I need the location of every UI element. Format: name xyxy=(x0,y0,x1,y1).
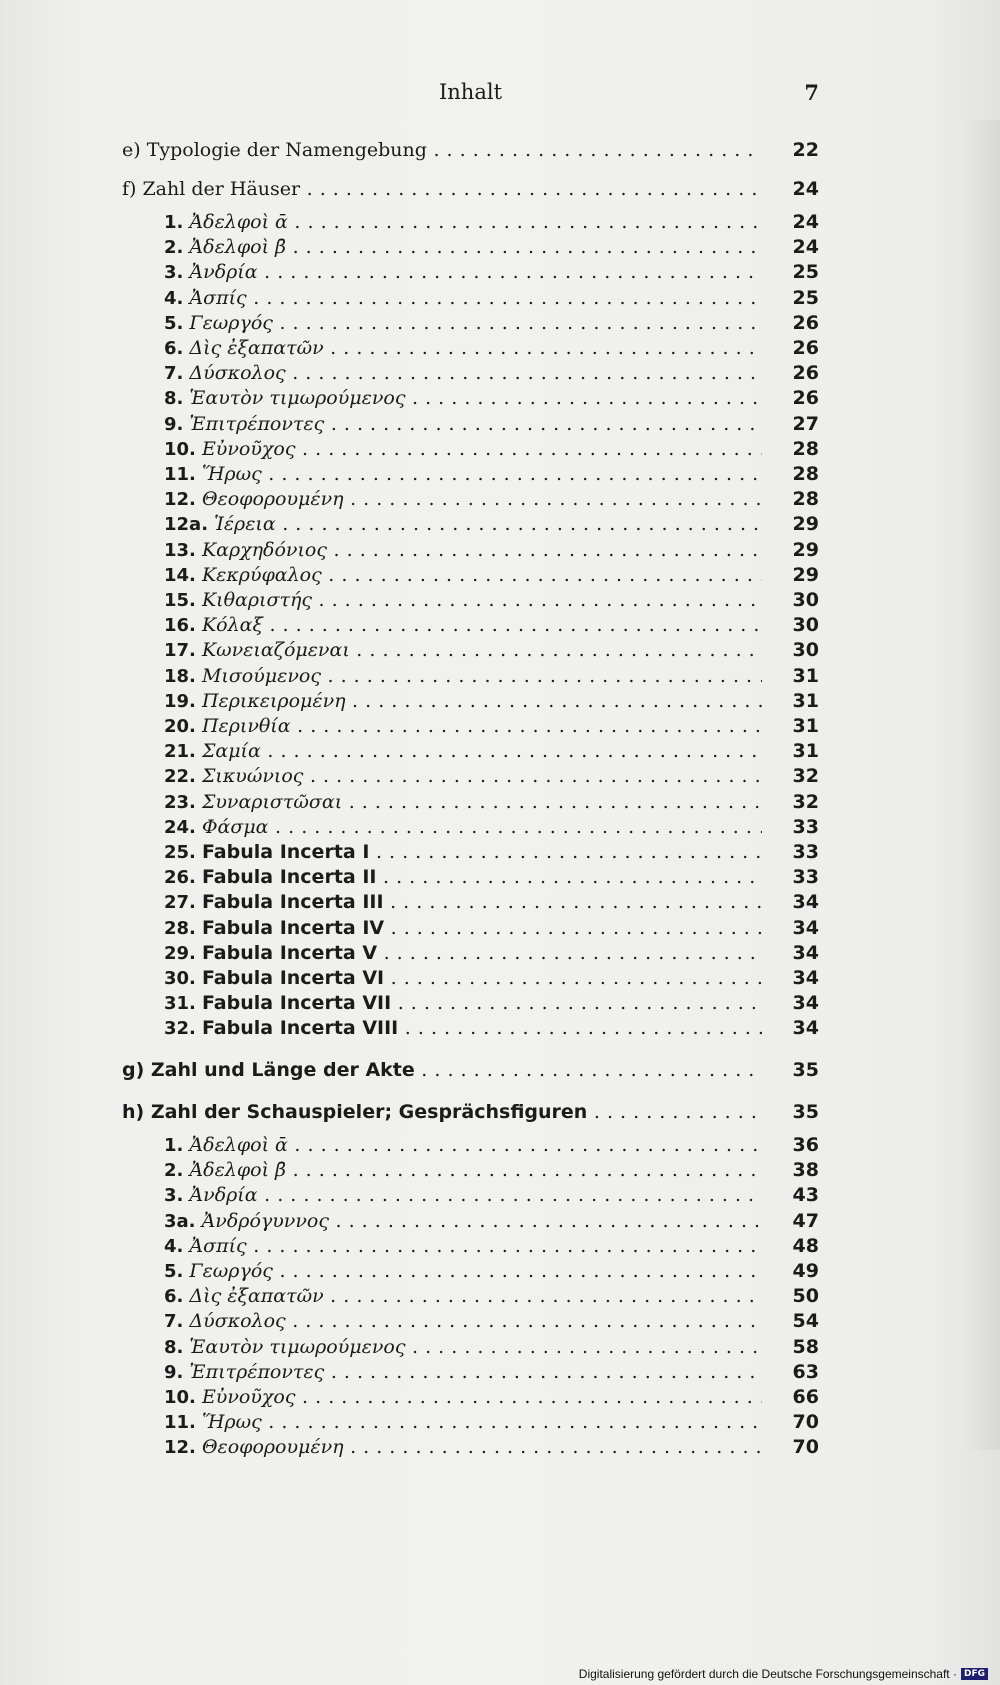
page-reference: 28 xyxy=(792,488,819,511)
toc-entry xyxy=(0,336,1000,361)
toc-entry xyxy=(0,235,1000,260)
toc-entry xyxy=(0,865,1000,890)
page-reference: 30 xyxy=(792,614,819,637)
toc-entry xyxy=(0,714,1000,739)
toc-entry-label xyxy=(164,941,762,966)
toc-entry xyxy=(0,764,1000,789)
toc-entry-label xyxy=(164,991,762,1016)
page-reference: 63 xyxy=(792,1360,819,1383)
entry-number: 16. xyxy=(164,615,196,637)
entry-number: 24. xyxy=(164,816,196,838)
toc-entry xyxy=(0,1209,1000,1234)
toc-entry xyxy=(0,1335,1000,1360)
page-reference: 34 xyxy=(792,967,819,989)
page-reference: 25 xyxy=(792,286,819,309)
entry-title: Περικειρομένη xyxy=(201,689,346,712)
page-reference: 66 xyxy=(792,1386,819,1408)
header-page-number: 7 xyxy=(804,80,819,105)
entry-number: 7. xyxy=(164,1311,184,1333)
toc-entry xyxy=(0,840,1000,865)
entry-title: Fabula Incerta V xyxy=(201,941,378,964)
entry-number: 21. xyxy=(164,741,196,763)
entry-title: Ἀδελφοὶ ᾱ xyxy=(189,1134,288,1156)
entry-title: Δὶς ἐξαπατῶν xyxy=(189,1285,324,1308)
entry-number: 3a. xyxy=(164,1210,196,1232)
page-reference: 26 xyxy=(792,337,819,359)
entry-number: 2. xyxy=(164,1160,184,1182)
toc-entry-label xyxy=(164,235,762,260)
toc-entry xyxy=(0,916,1000,941)
entry-number: 4. xyxy=(164,287,184,309)
toc-entry-label xyxy=(164,361,762,386)
entry-title: Ἐπιτρέποντες xyxy=(189,412,325,435)
toc-entry-label xyxy=(164,563,762,588)
entry-number: 22. xyxy=(164,766,196,788)
page-reference: 29 xyxy=(792,563,819,586)
entry-title: Fabula Incerta VIII xyxy=(201,1017,399,1040)
toc-entry xyxy=(0,1410,1000,1435)
toc-entry xyxy=(0,966,1000,991)
toc-entry-label xyxy=(164,1209,762,1234)
page-reference: 33 xyxy=(792,815,819,838)
entry-title: Ἐπιτρέποντες xyxy=(189,1360,325,1383)
entry-title: Μισούμενος xyxy=(201,664,321,687)
dfg-logo-icon: DFG xyxy=(961,1668,988,1680)
entry-title: Θεοφορουμένη xyxy=(201,1436,344,1459)
toc-entry-label xyxy=(164,865,762,890)
page-reference: 32 xyxy=(792,790,819,813)
header-title: Inhalt xyxy=(438,80,503,104)
page-reference: 70 xyxy=(792,1436,819,1459)
toc-entry-label xyxy=(164,840,762,865)
page-reference: 38 xyxy=(792,1159,819,1182)
digitization-footer xyxy=(579,1667,988,1681)
toc-entry-label xyxy=(164,1234,762,1259)
entry-title: Ἀσπίς xyxy=(189,286,247,309)
toc-entry-label xyxy=(164,1259,762,1284)
toc-entry-label xyxy=(122,1058,762,1083)
page-reference: 47 xyxy=(792,1209,819,1232)
page-reference: 48 xyxy=(792,1234,819,1257)
section-title: h) Zahl der Schauspieler; Gesprächsfiguren xyxy=(122,1101,588,1123)
entry-title: Σικυώνιος xyxy=(201,765,304,788)
toc-entry-label xyxy=(164,311,762,336)
entry-number: 14. xyxy=(164,564,196,586)
entry-number: 9. xyxy=(164,1361,184,1383)
entry-title: Καρχηδόνιος xyxy=(201,538,327,561)
entry-number: 15. xyxy=(164,590,196,611)
page-reference: 33 xyxy=(792,866,819,889)
entry-title: Fabula Incerta III xyxy=(201,891,384,914)
entry-number: 18. xyxy=(164,665,196,687)
entry-title: Περινθία xyxy=(201,715,291,737)
entry-title: Ἑαυτὸν τιμωρούμενος xyxy=(189,1335,406,1358)
toc-entry-label xyxy=(164,588,762,613)
toc-entry-label xyxy=(164,714,762,739)
entry-number: 25. xyxy=(164,842,196,863)
toc-entry xyxy=(0,1309,1000,1334)
entry-title: Δύσκολος xyxy=(189,362,286,385)
entry-title: Ἑαυτὸν τιμωρούμενος xyxy=(189,387,406,410)
toc-entry xyxy=(0,1385,1000,1410)
toc-entry xyxy=(0,386,1000,411)
entry-number: 32. xyxy=(164,1018,196,1040)
page-reference: 34 xyxy=(792,1017,819,1040)
entry-number: 10. xyxy=(164,1387,196,1408)
entry-number: 12. xyxy=(164,1437,196,1459)
entry-number: 30. xyxy=(164,968,196,989)
entry-title: Fabula Incerta IV xyxy=(201,916,385,939)
entry-title: Φάσμα xyxy=(201,815,269,838)
toc-entry xyxy=(0,361,1000,386)
entry-number: 4. xyxy=(164,1235,184,1257)
toc-entry-label xyxy=(164,890,762,915)
toc-entry xyxy=(0,588,1000,613)
page-reference: 34 xyxy=(792,992,819,1015)
toc-entry-label xyxy=(164,1016,762,1041)
toc-entry-label xyxy=(164,437,762,462)
entry-title: Γεωργός xyxy=(189,1260,273,1282)
toc-entry xyxy=(0,210,1000,235)
toc-entry-label xyxy=(164,462,762,487)
page-reference: 54 xyxy=(792,1310,819,1333)
entry-number: 2. xyxy=(164,237,184,259)
toc-entry xyxy=(0,462,1000,487)
entry-title: Ἀδελφοὶ β̄ xyxy=(189,1159,287,1182)
toc-entry-label xyxy=(164,1133,762,1158)
toc-entry-label xyxy=(164,1309,762,1334)
page-reference: 29 xyxy=(792,513,819,536)
toc-entry-label xyxy=(164,790,762,815)
entry-title: Fabula Incerta II xyxy=(201,866,377,889)
toc-entry-label xyxy=(164,739,762,764)
entry-number: 7. xyxy=(164,363,184,385)
entry-number: 10. xyxy=(164,438,196,460)
toc-section xyxy=(0,1058,1000,1083)
toc-entry xyxy=(0,487,1000,512)
toc-entry xyxy=(0,890,1000,915)
entry-number: 5. xyxy=(164,1261,184,1282)
toc-entry xyxy=(0,311,1000,336)
entry-number: 20. xyxy=(164,716,196,737)
section-title: f) Zahl der Häuser xyxy=(122,178,301,200)
toc-entry-label xyxy=(164,764,762,789)
toc-entry-label xyxy=(164,1158,762,1183)
footer-text: Digitalisierung gefördert durch die Deutsche Forschungsgemeinschaft · xyxy=(578,1667,957,1681)
entry-title: Fabula Incerta I xyxy=(201,841,370,863)
toc-entry-label xyxy=(164,966,762,991)
page-reference: 26 xyxy=(792,311,819,334)
entry-title: Ἀνδρία xyxy=(189,261,258,284)
page-reference: 31 xyxy=(792,740,819,763)
toc-entry xyxy=(0,538,1000,563)
section-title: g) Zahl und Länge der Akte xyxy=(122,1059,415,1081)
entry-number: 12a. xyxy=(164,514,209,536)
page-reference: 50 xyxy=(792,1285,819,1308)
entry-number: 6. xyxy=(164,1286,184,1308)
toc-entry-label xyxy=(164,1183,762,1208)
entry-title: Ἀδελφοὶ β̄ xyxy=(189,236,287,259)
entry-number: 19. xyxy=(164,690,196,712)
toc-entry-label xyxy=(164,689,762,714)
toc-entry xyxy=(0,664,1000,689)
page-reference: 28 xyxy=(792,463,819,485)
toc-entry xyxy=(0,638,1000,663)
toc-entry xyxy=(0,613,1000,638)
page-reference: 49 xyxy=(792,1260,819,1282)
toc-entry xyxy=(0,1435,1000,1460)
entry-number: 8. xyxy=(164,1336,184,1358)
page-reference: 31 xyxy=(792,664,819,687)
entry-title: Εὐνοῦχος xyxy=(201,437,296,460)
page-reference: 35 xyxy=(792,1059,819,1081)
toc-entry-label xyxy=(164,613,762,638)
page-reference: 28 xyxy=(792,437,819,460)
toc-entry xyxy=(0,563,1000,588)
entry-number: 1. xyxy=(164,212,184,233)
entry-title: Σαμία xyxy=(201,740,261,763)
entry-title: Ἀδελφοὶ ᾱ xyxy=(189,211,288,233)
toc-entry-label xyxy=(164,1385,762,1410)
entry-number: 6. xyxy=(164,338,184,359)
toc-entry-label xyxy=(164,487,762,512)
entry-title: Ἀνδρία xyxy=(189,1184,258,1207)
entry-title: Fabula Incerta VI xyxy=(201,967,385,989)
page-reference: 29 xyxy=(792,538,819,561)
toc-entry-label xyxy=(164,1435,762,1460)
toc-entry-label xyxy=(164,1410,762,1435)
toc-entry-label xyxy=(164,664,762,689)
toc-entry xyxy=(0,1158,1000,1183)
toc-entry-label xyxy=(164,815,762,840)
page-reference: 24 xyxy=(792,236,819,259)
entry-number: 9. xyxy=(164,413,184,435)
page-reference: 70 xyxy=(792,1411,819,1434)
entry-number: 5. xyxy=(164,312,184,334)
toc-entry-label xyxy=(164,638,762,663)
toc-section xyxy=(0,1100,1000,1125)
page-reference: 26 xyxy=(792,387,819,410)
entry-number: 8. xyxy=(164,388,184,410)
entry-number: 27. xyxy=(164,892,196,914)
page-reference: 26 xyxy=(792,362,819,385)
entry-title: Κιθαριστής xyxy=(201,589,312,611)
toc-entry xyxy=(0,512,1000,537)
toc-entry-label xyxy=(164,260,762,285)
page-reference: 58 xyxy=(792,1335,819,1358)
page-reference: 33 xyxy=(792,841,819,863)
entry-number: 1. xyxy=(164,1135,184,1156)
page-reference: 31 xyxy=(792,715,819,737)
page-reference: 22 xyxy=(792,139,819,161)
page-reference: 27 xyxy=(792,412,819,435)
page-reference: 25 xyxy=(792,261,819,284)
toc-entry-label xyxy=(122,177,762,202)
page-reference: 34 xyxy=(792,916,819,939)
entry-number: 12. xyxy=(164,489,196,511)
entry-title: Fabula Incerta VII xyxy=(201,992,392,1015)
toc-entry xyxy=(0,1016,1000,1041)
entry-title: Θεοφορουμένη xyxy=(201,488,344,511)
page-reference: 24 xyxy=(792,211,819,233)
entry-number: 31. xyxy=(164,993,196,1015)
toc-entry-label xyxy=(164,336,762,361)
toc-entry-label xyxy=(122,1100,762,1125)
toc-entry-label xyxy=(164,412,762,437)
toc-entry xyxy=(0,941,1000,966)
entry-number: 11. xyxy=(164,1412,196,1434)
toc-section xyxy=(0,138,1000,163)
page-reference: 34 xyxy=(792,941,819,964)
section-title: e) Typologie der Namengebung xyxy=(122,139,427,161)
page-reference: 30 xyxy=(792,639,819,662)
toc-entry-label xyxy=(164,286,762,311)
toc-entry-label xyxy=(164,1360,762,1385)
toc-entry-label xyxy=(164,386,762,411)
toc-entry xyxy=(0,1284,1000,1309)
entry-title: Ἀσπίς xyxy=(189,1234,247,1257)
entry-title: Δύσκολος xyxy=(189,1310,286,1333)
entry-number: 3. xyxy=(164,1185,184,1207)
entry-number: 11. xyxy=(164,464,196,485)
toc-entry xyxy=(0,286,1000,311)
toc-entry-label xyxy=(122,138,762,163)
toc-entry xyxy=(0,1133,1000,1158)
toc-entry xyxy=(0,1183,1000,1208)
entry-title: Κόλαξ xyxy=(201,614,263,637)
page-reference: 43 xyxy=(792,1184,819,1207)
toc-entry xyxy=(0,260,1000,285)
entry-number: 23. xyxy=(164,791,196,813)
entry-number: 28. xyxy=(164,917,196,939)
entry-number: 26. xyxy=(164,867,196,889)
entry-title: Κωνειαζόμεναι xyxy=(201,639,350,662)
toc-entry xyxy=(0,1234,1000,1259)
entry-title: Ἥρως xyxy=(201,1411,262,1434)
entry-title: Κεκρύφαλος xyxy=(201,563,322,586)
page-reference: 24 xyxy=(792,178,819,200)
entry-title: Δὶς ἐξαπατῶν xyxy=(189,337,324,359)
toc-entry xyxy=(0,689,1000,714)
page-reference: 35 xyxy=(792,1101,819,1123)
running-header xyxy=(122,80,819,110)
entry-number: 3. xyxy=(164,262,184,284)
entry-title: Ἀνδρόγυννος xyxy=(201,1209,329,1232)
entry-title: Εὐνοῦχος xyxy=(201,1386,296,1408)
entry-title: Ἱέρεια xyxy=(214,513,276,536)
toc-entry xyxy=(0,739,1000,764)
toc-entry-label xyxy=(164,916,762,941)
entry-title: Γεωργός xyxy=(189,311,273,334)
entry-number: 17. xyxy=(164,640,196,662)
page-reference: 34 xyxy=(792,891,819,914)
entry-title: Συναριστῶσαι xyxy=(201,790,343,813)
toc-entry xyxy=(0,1259,1000,1284)
toc-entry-label xyxy=(164,1335,762,1360)
toc-entry-label xyxy=(164,512,762,537)
toc-entry-label xyxy=(164,538,762,563)
toc-entry xyxy=(0,437,1000,462)
toc-entry xyxy=(0,991,1000,1016)
toc-entry xyxy=(0,815,1000,840)
toc-entry-label xyxy=(164,210,762,235)
page-reference: 32 xyxy=(792,765,819,788)
toc-entry-label xyxy=(164,1284,762,1309)
page-reference: 36 xyxy=(792,1134,819,1156)
entry-number: 29. xyxy=(164,942,196,964)
toc-entry xyxy=(0,790,1000,815)
page-reference: 30 xyxy=(792,589,819,611)
toc-entry xyxy=(0,1360,1000,1385)
page-reference: 31 xyxy=(792,689,819,712)
entry-title: Ἥρως xyxy=(201,463,262,485)
entry-number: 13. xyxy=(164,539,196,561)
toc-section xyxy=(0,177,1000,202)
toc-entry xyxy=(0,412,1000,437)
